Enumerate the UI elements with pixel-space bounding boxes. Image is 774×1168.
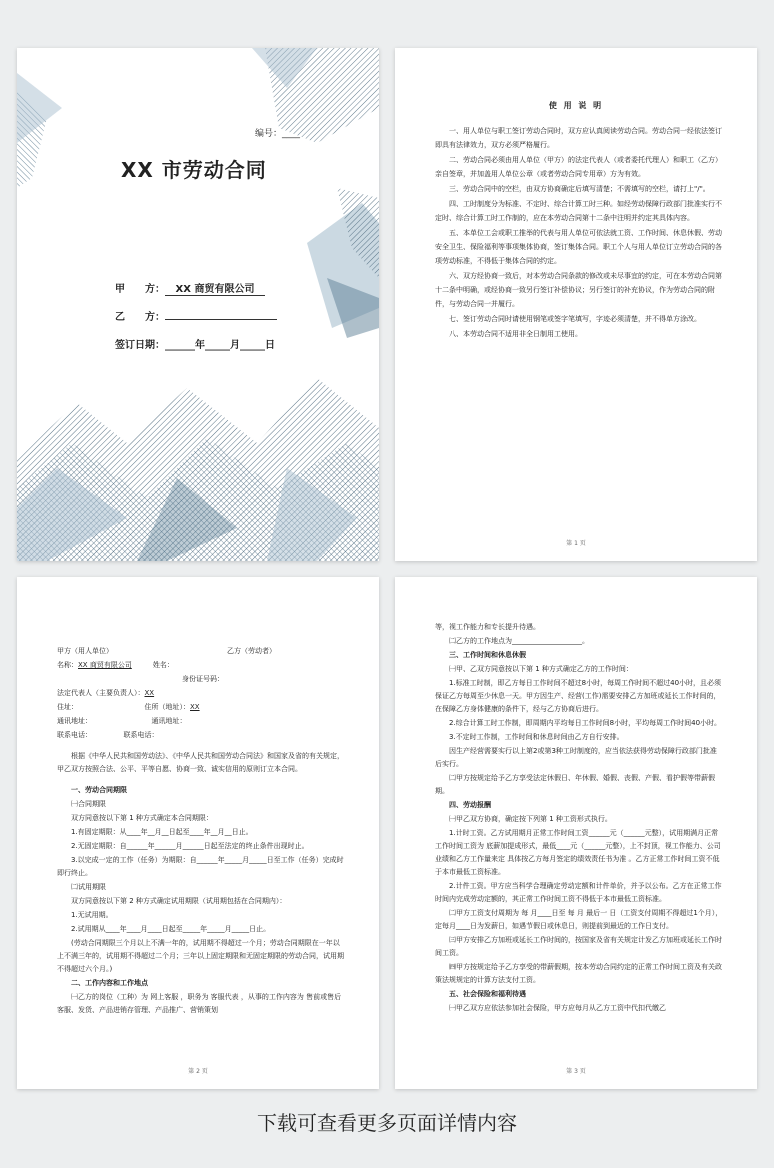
legal-rep-row (57, 687, 345, 700)
party-a-field (115, 280, 265, 296)
clause-line: (劳动合同期限三个月以上不满一年的，试用期不得超过一个月；劳动合同期限在一年以上不满三年的，试用期不得超过二个月；三年以上固定期限和无固定期限的劳动合同，试用期不得超过六个月。) (57, 939, 344, 973)
contract-page (17, 577, 379, 1089)
section-title: 四、劳动报酬 (449, 801, 491, 809)
clause-line: ㈢甲方安排乙方加班或延长工作时间的，按国家及省有关规定计发乙方加班或延长工作时间工资。 (435, 936, 722, 957)
party-b-label: 乙 方： (115, 312, 165, 323)
clause-line: 2.计件工资。甲方应当科学合理确定劳动定额和计件单价，并予以公布。乙方在正常工作时间内完成劳动定额的，其正常工作时间工资不得低于本市最低工资标准。 (435, 882, 722, 903)
clause-line: 3.以完成一定的工作（任务）为期限：自______年_____月_____日至工作（任务）完成时即行终止。 (57, 856, 344, 877)
clause-line: 双方同意按以下第 1 种方式确定本合同期限： (71, 814, 213, 822)
page-number: 第 2 页 (188, 1068, 208, 1075)
party-a-heading: 甲方（用人单位） (57, 647, 113, 655)
residence-value: XX (190, 703, 200, 711)
clause-line: 2.综合计算工时工作制，即周期内平均每日工作时间8小时，平均每周工作时间40小时。 (449, 719, 722, 727)
address-label: 住址： (57, 703, 75, 711)
clause-line: 等，视工作能力和专长提升待遇。 (435, 623, 540, 631)
clause-line: 双方同意按以下第 2 种方式确定试用期限（试用期包括在合同期内）： (71, 897, 287, 905)
id-row (57, 673, 345, 686)
instructions-page (395, 48, 757, 561)
work-terms-page (395, 577, 757, 1089)
instructions-body (435, 124, 723, 342)
name-label: 名称： (57, 661, 78, 669)
geometric-decoration (17, 48, 379, 561)
mail-row (57, 715, 345, 728)
clause-line: ㈣甲方按规定给予乙方享受的带薪假期，按本劳动合同约定的正常工作时间工资及有关政策法规规定的计算方法支付工资。 (435, 963, 722, 984)
page-number: 第 1 页 (566, 540, 586, 547)
mail-label: 通讯地址： (57, 717, 89, 725)
clause-line: ㈡甲方按规定给予乙方享受法定休假日、年休假、婚假、丧假、产假、看护假等带薪假期。 (435, 774, 715, 795)
sign-date-field (115, 336, 275, 351)
party-a-value: XX 商贸有限公司 (165, 280, 265, 296)
party-a-label: 甲 方： (115, 284, 165, 295)
cover-title: XX 市劳动合同 (121, 158, 267, 182)
phone-label: 联系电话： (57, 731, 89, 739)
clause-line: 1.计时工资。乙方试用期月正常工作时间工资______元（______元整），试用期满月正常工作时间工资为 底薪加提成形式，最低____元（______元整），上不封顶，视工作能力、公司业绩和乙方工作量来定 具体按乙方每月签定的绩效责任书为准 。乙方正常工作时间工资不低于本市最低工资标准。 (435, 829, 721, 876)
instruction-paragraph: 一、用人单位与职工签订劳动合同时，双方应认真阅读劳动合同。劳动合同一经依法签订即具有法律效力，双方必须严格履行。 (435, 127, 722, 149)
instruction-paragraph: 五、本单位工会或职工推举的代表与用人单位可依法就工资、工作时间、休息休假、劳动安全卫生、保险福利等事项集体协商，签订集体合同。职工个人与用人单位订立劳动合同的各项劳动标准，不得低于集体合同的约定。 (435, 229, 722, 265)
party-b-field (115, 308, 277, 323)
contract-intro: 根据《中华人民共和国劳动法》、《中华人民共和国劳动合同法》和国家及省的有关规定，甲乙双方按照合法、公平、平等自愿、协商一致、诚实信用的原则订立本合同。 (57, 752, 344, 773)
section-title: 五、社会保险和福利待遇 (449, 990, 526, 998)
download-caption: 下载可查看更多页面详情内容 (257, 1111, 517, 1135)
cover-page (17, 48, 379, 561)
clause-line: 3.不定时工作制，工作时间和休息时间由乙方自行安排。 (449, 733, 624, 741)
mail-label-b: 通讯地址： (151, 717, 187, 725)
section-title: 二、工作内容和工作地点 (71, 979, 148, 987)
address-row (57, 701, 345, 714)
instruction-paragraph: 六、双方经协商一致后，对本劳动合同条款的修改或未尽事宜的约定，可在本劳动合同第十二条中明确，或经协商一致另行签订补偿协议；另行签订的补充协议，作为劳动合同的附件，与劳动合同一并履行。 (435, 272, 722, 308)
clause-line: 1.标准工时制，即乙方每日工作时间不超过8小时，每周工作时间不超过40小时，且必须保证乙方每周至少休息一天。甲方因生产、经营(工作)需要安排乙方加班或延长工作时间的，在保障乙方身体健康的条件下，经与乙方协商后进行。 (435, 679, 722, 713)
clause-line: ㈡甲方工资支付周期为 每 月____日至 每 月 最后一 日（工资支付周期不得超过1个月），定每月____日为发薪日，如遇节假日或休息日，则提前到最近的工作日支付。 (435, 909, 723, 930)
instruction-paragraph: 四、工时制度分为标准、不定时、综合计算工时三种。如经劳动保障行政部门批准实行不定时、综合计算工时工作制的，应在本劳动合同第十二条中注明并约定其具体内容。 (435, 200, 722, 222)
phone-label-b: 联系电话： (123, 731, 159, 739)
subsection-title: ㈠合同期限 (71, 800, 106, 808)
clause-line: 1.有固定期限：从____年__月__日起至____年__月__日止。 (71, 828, 253, 836)
sign-date-label: 签订日期 (115, 340, 155, 351)
id-label: 身份证号码： (182, 675, 224, 683)
contract-body (57, 645, 345, 1018)
clause-line: ㈡乙方的工作地点为____________________。 (449, 637, 589, 645)
work-terms-body (435, 621, 723, 1016)
phone-row (57, 729, 345, 742)
name-row (57, 659, 345, 672)
clause-line: 1.无试用期。 (71, 911, 113, 919)
person-name-label: 姓名： (152, 661, 174, 669)
instruction-paragraph: 三、劳动合同中的空栏，由双方协商确定后填写清楚；不需填写的空栏，请打上"/"。 (449, 185, 710, 193)
clause-line: ㈠甲乙双方应依法参加社会保险，甲方应每月从乙方工资中代扣代缴乙 (449, 1004, 666, 1012)
page-number: 第 3 页 (566, 1068, 586, 1075)
name-value: XX 商贸有限公司 (78, 661, 132, 669)
clause-line: 2.试用期从____年____月____日起至_____年_____月_____日止。 (71, 925, 271, 933)
clause-line: ㈠乙方的岗位（工种）为 网上客服 ，职务为 客服代表 ，从事的工作内容为 售前或售后客服、发货、产品进销存管理、产品推广、营销策划 (57, 993, 342, 1014)
clause-line: ㈠甲乙双方协商，确定按下列第 1 种工资形式执行。 (449, 815, 612, 823)
contract-number: 编号：____ (255, 129, 301, 139)
subsection-title: ㈡试用期限 (71, 883, 106, 891)
party-b-value (165, 319, 277, 320)
legal-rep-label: 法定代表人（主要负责人）： (57, 689, 145, 697)
instructions-title: 使 用 说 明 (548, 101, 604, 110)
party-b-heading: 乙方（劳动者） (227, 647, 276, 655)
party-row (57, 645, 345, 658)
legal-rep-value: XX (144, 689, 155, 697)
clause-line: ㈠甲、乙双方同意按以下第 1 种方式确定乙方的工作时间： (449, 665, 633, 673)
residence-label: 住所（地址）： (144, 703, 190, 711)
sign-date-value: ：______年_____月_____日 (155, 340, 275, 351)
instruction-paragraph: 八、本劳动合同不适用非全日制用工使用。 (449, 330, 582, 338)
section-title: 三、工作时间和休息休假 (449, 651, 526, 659)
instruction-paragraph: 七、签订劳动合同时请使用钢笔或签字笔填写，字迹必须清楚，并不得单方涂改。 (449, 315, 701, 323)
instruction-paragraph: 二、劳动合同必须由用人单位（甲方）的法定代表人（或者委托代理人）和职工（乙方）亲自签章，并加盖用人单位公章（或者劳动合同专用章）方为有效。 (435, 156, 722, 178)
clause-line: 2.无固定期限：自______年______月______日起至法定的终止条件出现时止。 (71, 842, 309, 850)
section-title: 一、劳动合同期限 (71, 786, 127, 794)
clause-line: 因生产经营需要实行以上第2或第3种工时制度的，应当依法获得劳动保障行政部门批准后实行。 (435, 747, 717, 768)
